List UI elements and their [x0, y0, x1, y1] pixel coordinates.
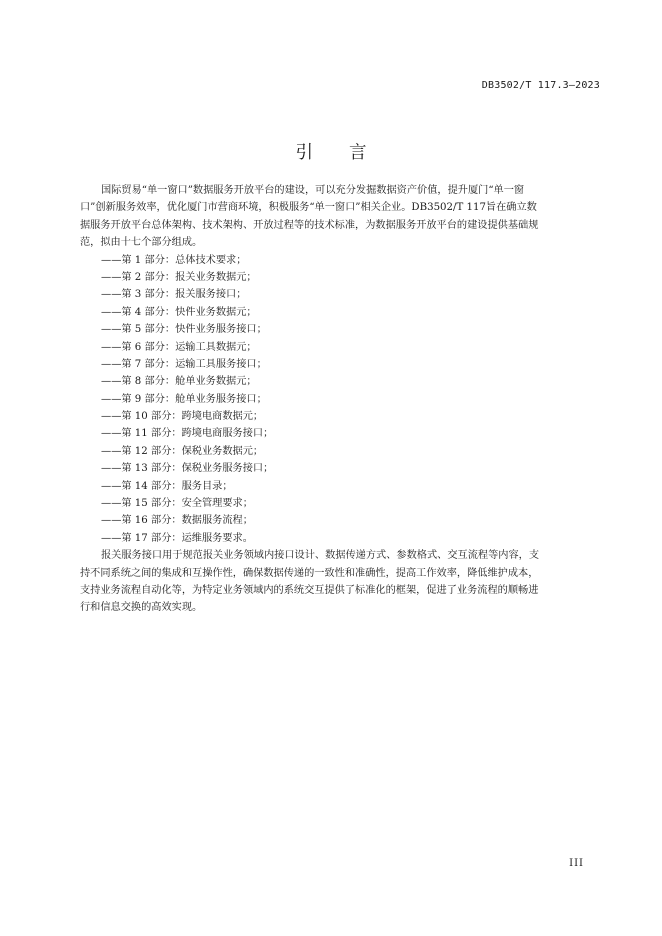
document-code: DB3502/T 117.3—2023: [481, 80, 600, 91]
document-body: [80, 182, 598, 617]
part-list-item: ——第 6 部分：运输工具数据元；: [101, 341, 257, 353]
page-number: III: [569, 858, 584, 869]
part-list-item: ——第 7 部分：运输工具服务接口；: [101, 358, 267, 370]
closing-line: 报关服务接口用于规范报关业务领域内接口设计、数据传递方式、参数格式、交互流程等内容，支: [101, 550, 540, 562]
part-list-item: ——第 10 部分：跨境电商数据元；: [101, 411, 264, 423]
closing-line: 行和信息交换的高效实现。: [80, 602, 203, 614]
intro-line: 据服务开放平台总体架构、技术架构、开放过程等的技术标准，为数据服务开放平台的建设提供基础规: [80, 219, 539, 231]
part-list-item: ——第 4 部分：快件业务数据元；: [101, 306, 257, 318]
part-list-item: ——第 1 部分：总体技术要求；: [101, 254, 247, 266]
section-title: 引言: [295, 143, 403, 163]
part-list-item: ——第 16 部分：数据服务流程；: [101, 515, 253, 527]
closing-line: 持不同系统之间的集成和互操作性，确保数据传递的一致性和准确性，提高工作效率，降低维护成本，: [80, 567, 539, 579]
part-list-item: ——第 12 部分：保税业务数据元；: [101, 445, 264, 457]
part-list-item: ——第 9 部分：舱单业务服务接口；: [101, 393, 267, 405]
part-list-item: ——第 2 部分：报关业务数据元；: [101, 271, 257, 283]
part-list-item: ——第 11 部分：跨境电商服务接口；: [101, 428, 274, 440]
closing-line: 支持业务流程自动化等，为特定业务领域内的系统交互提供了标准化的框架，促进了业务流程的顺畅进: [80, 584, 539, 596]
part-list-item: ——第 8 部分：舱单业务数据元；: [101, 376, 257, 388]
part-list-item: ——第 3 部分：报关服务接口；: [101, 289, 247, 301]
part-list-item: ——第 14 部分：服务目录；: [101, 480, 233, 492]
part-list-item: ——第 17 部分：运维服务要求。: [101, 532, 253, 544]
intro-line: 范，拟由十七个部分组成。: [80, 237, 203, 249]
intro-line: 口”创新服务效率，优化厦门市营商环境，积极服务“单一窗口”相关企业。DB3502/T 117旨在确立数: [80, 202, 537, 214]
part-list-item: ——第 5 部分：快件业务服务接口；: [101, 324, 267, 336]
intro-line: 国际贸易“单一窗口”数据服务开放平台的建设，可以充分发掘数据资产价值，提升厦门“单一窗: [101, 185, 525, 196]
part-list-item: ——第 13 部分：保税业务服务接口；: [101, 463, 274, 475]
part-list-item: ——第 15 部分：安全管理要求；: [101, 498, 253, 510]
